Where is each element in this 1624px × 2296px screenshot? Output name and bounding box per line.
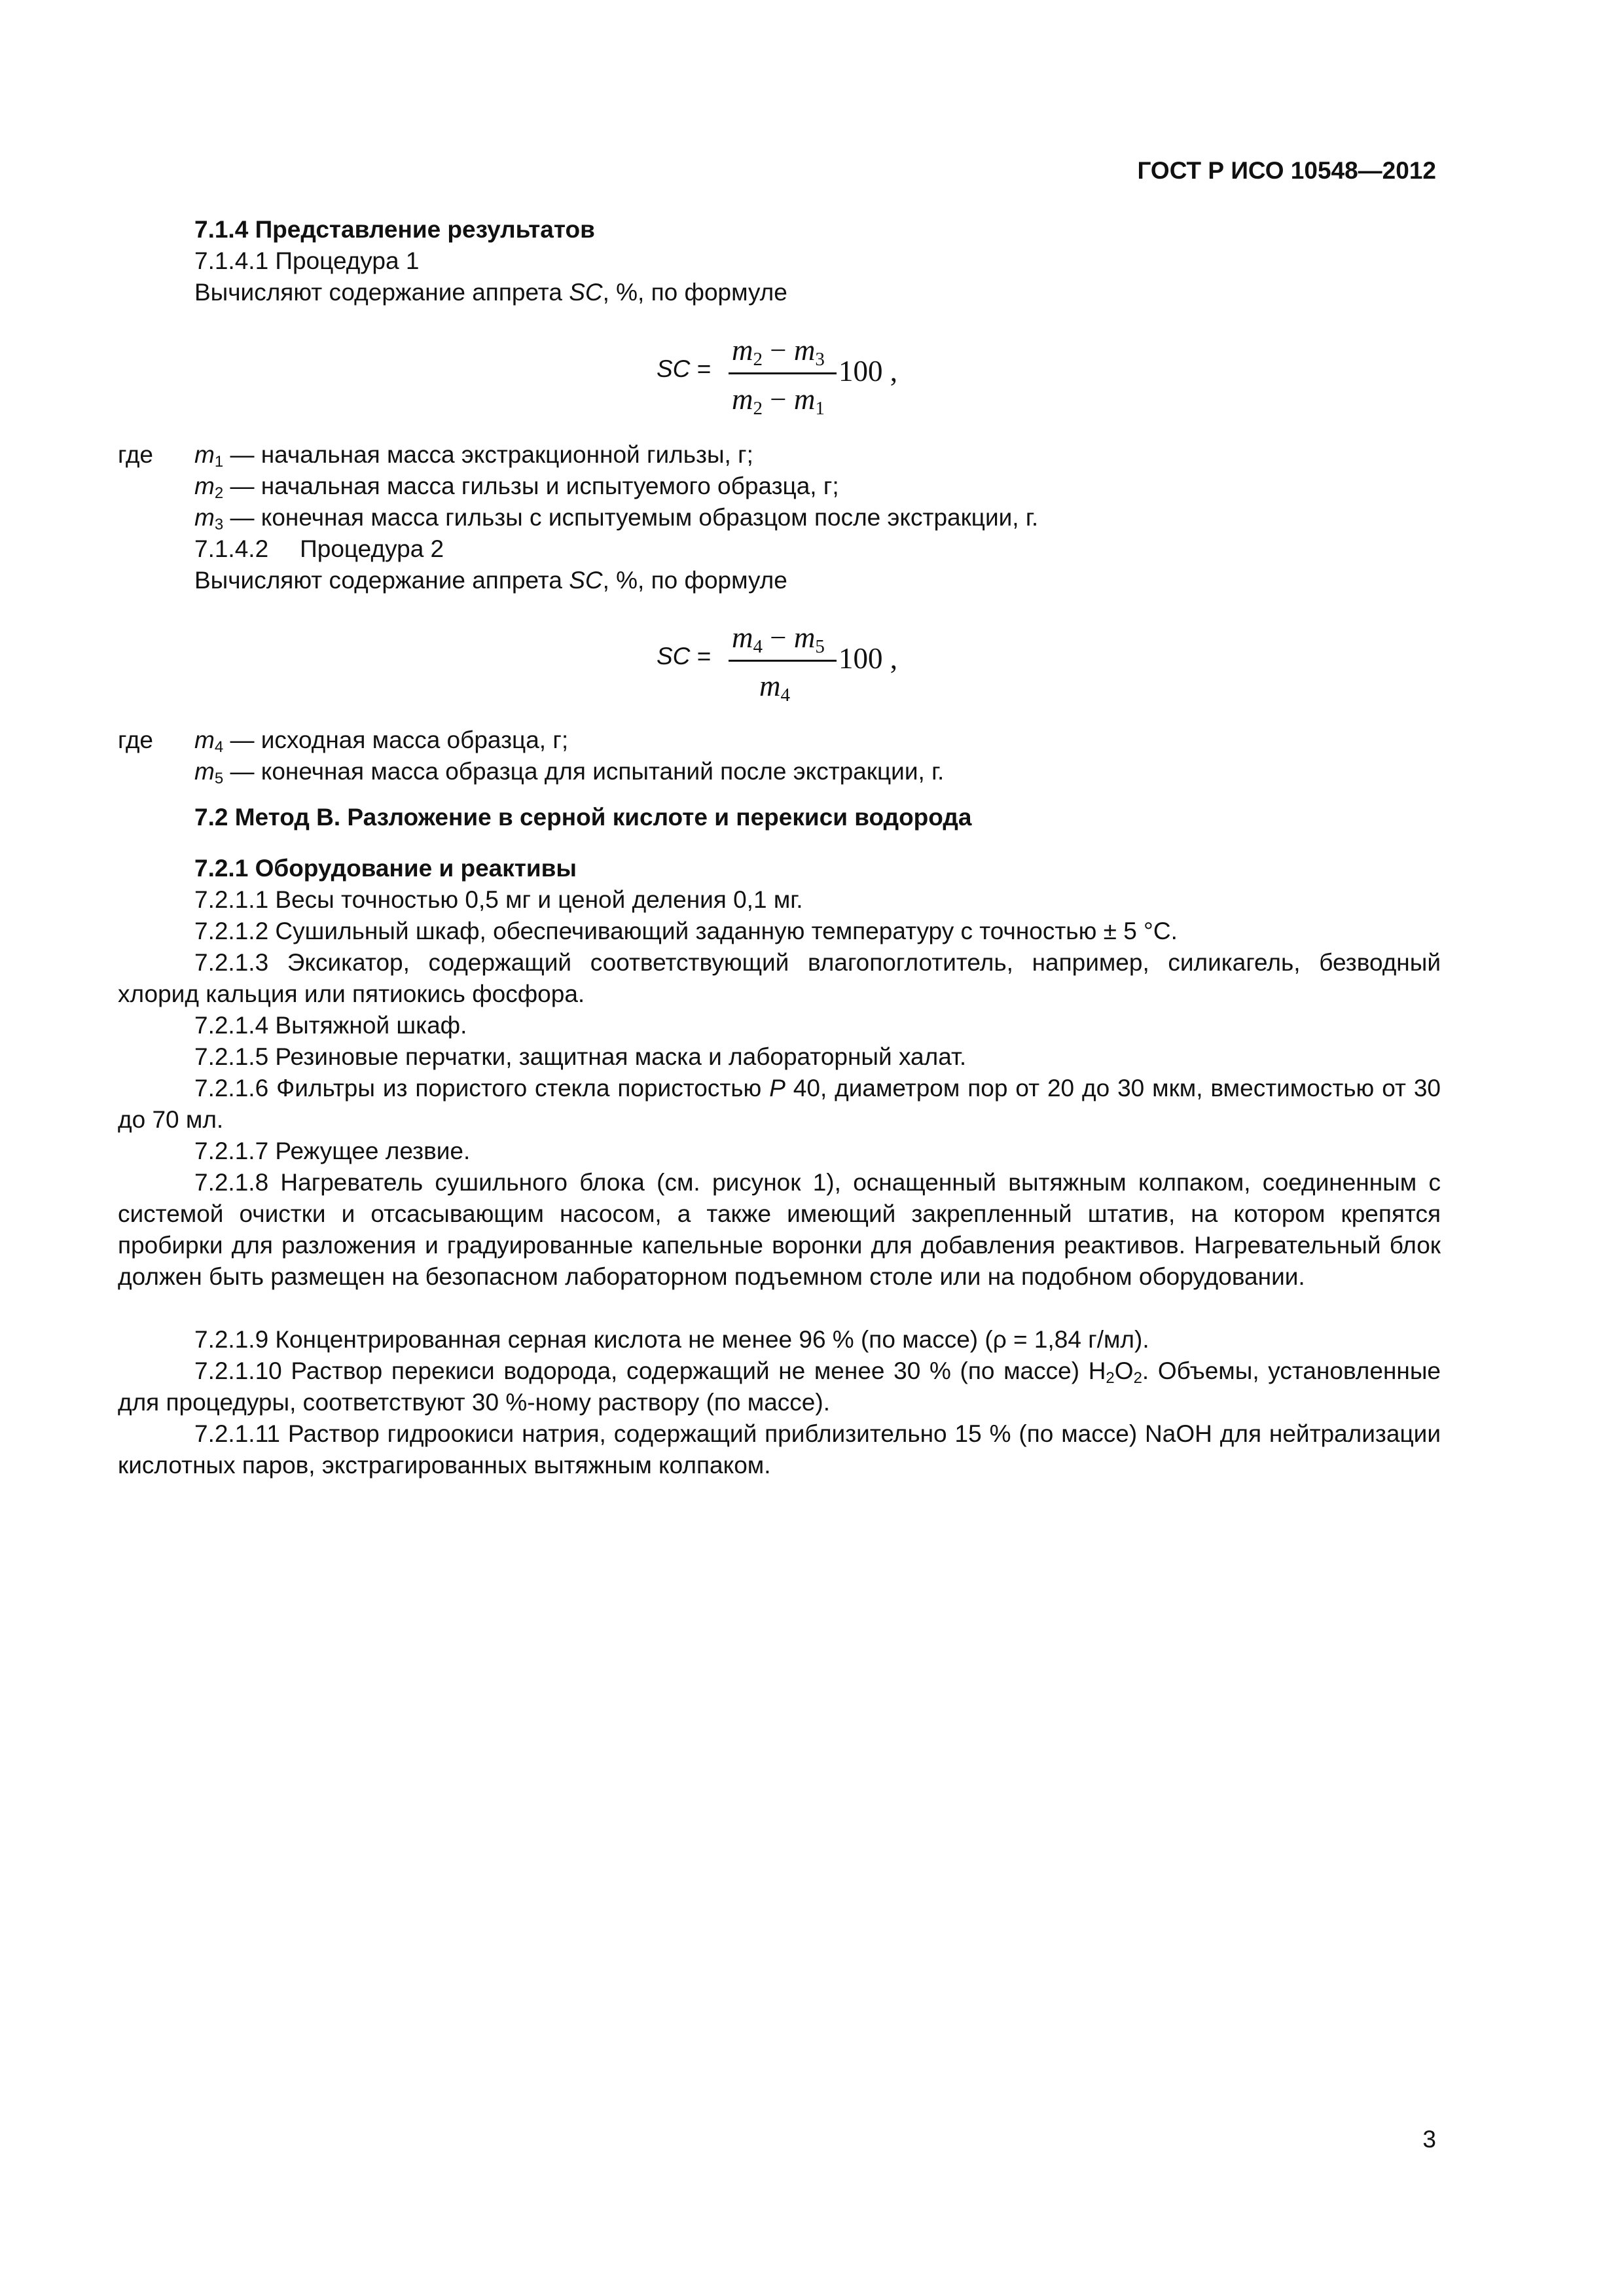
procedure-2-label: 7.1.4.2 Процедура 2 — [194, 535, 444, 562]
formula-2-multiplier: 100 , — [839, 642, 897, 675]
item-7-2-1-7: 7.2.1.7 Режущее лезвие. — [194, 1138, 471, 1164]
formula-1-lhs: SC = — [657, 355, 712, 382]
formula-intro-1: Вычисляют содержание аппрета SC, %, по формуле — [194, 279, 787, 306]
item-7-2-1-5: 7.2.1.5 Резиновые перчатки, защитная маска и лабораторный халат. — [194, 1043, 967, 1070]
formula-1-denominator: $m_2 - m_1$ — [732, 383, 825, 419]
section-title-7-2: 7.2 Метод В. Разложение в серной кислоте и перекиси водорода — [194, 804, 972, 831]
formula-1-numerator: $m_2 - m_3$ — [732, 334, 825, 370]
formula-2-fraction-bar — [729, 660, 837, 662]
item-7-2-1-1: 7.2.1.1 Весы точностью 0,5 мг и ценой деления 0,1 мг. — [194, 886, 803, 913]
where-item-m5: $m_5$ — конечная масса образца для испытаний после экстракции, г. — [194, 758, 945, 787]
item-7-2-1-6: 7.2.1.6 Фильтры из пористого стекла пористостью P 40, диаметром пор от 20 до 30 мкм, вместимостью от 30 до 70 мл. — [118, 1075, 1441, 1133]
item-7-2-1-10: 7.2.1.10 Раствор перекиси водорода, содержащий не менее 30 % (по массе) $H_2O_2$. Объемы, установленные для процедуры, соответствуют 30 %-ному раствору (по массе). — [118, 1357, 1441, 1416]
where-item-m1: $m_1$ — начальная масса экстракционной гильзы, г; — [194, 441, 753, 471]
where-label-2: где — [118, 726, 154, 753]
formula-2-denominator: $m_4$ — [759, 670, 790, 706]
where-item-m4: $m_4$ — исходная масса образца, г; — [194, 726, 569, 756]
where-item-m3: $m_3$ — конечная масса гильзы с испытуемым образцом после экстракции, г. — [194, 504, 1039, 533]
section-title-7-1-4: 7.1.4 Представление результатов — [194, 216, 595, 243]
item-7-2-1-3: 7.2.1.3 Эксикатор, содержащий соответствующий влагопоглотитель, например, силикагель, безводный хлорид кальция или пятиокись фосфора. — [118, 949, 1441, 1007]
formula-2-lhs: SC = — [657, 643, 712, 670]
item-7-2-1-4: 7.2.1.4 Вытяжной шкаф. — [194, 1012, 467, 1039]
where-item-m2: $m_2$ — начальная масса гильзы и испытуемого образца, г; — [194, 473, 839, 502]
section-title-7-2-1: 7.2.1 Оборудование и реактивы — [194, 855, 577, 882]
procedure-1-label: 7.1.4.1 Процедура 1 — [194, 247, 420, 274]
item-7-2-1-2: 7.2.1.2 Сушильный шкаф, обеспечивающий заданную температуру с точностью ± 5 °С. — [194, 918, 1178, 944]
item-7-2-1-11: 7.2.1.11 Раствор гидроокиси натрия, содержащий приблизительно 15 % (по массе) NaOH для нейтрализации кислотных паров, экстрагированных вытяжным колпаком. — [118, 1420, 1441, 1479]
page-number: 3 — [1422, 2126, 1436, 2153]
formula-1-fraction-bar — [729, 372, 837, 374]
formula-2-numerator: $m_4 - m_5$ — [732, 621, 825, 657]
where-label-1: где — [118, 441, 154, 468]
formula-1-multiplier: 100 , — [839, 355, 897, 387]
item-7-2-1-9: 7.2.1.9 Концентрированная серная кислота не менее 96 % (по массе) (ρ = 1,84 г/мл). — [194, 1326, 1149, 1353]
formula-intro-2: Вычисляют содержание аппрета SC, %, по формуле — [194, 567, 787, 594]
item-7-2-1-8: 7.2.1.8 Нагреватель сушильного блока (см. рисунок 1), оснащенный вытяжным колпаком, соединенным с системой очистки и отсасывающим насосом, а также имеющий закрепленный штатив, на котором крепятся пробирки для разложения и градуированные капельные воронки для добавления реактивов. Нагревательный блок должен быть размещен на безопасном лабораторном подъемном столе или на подобном оборудовании. — [118, 1169, 1441, 1290]
document-header: ГОСТ Р ИСО 10548—2012 — [1137, 157, 1436, 184]
